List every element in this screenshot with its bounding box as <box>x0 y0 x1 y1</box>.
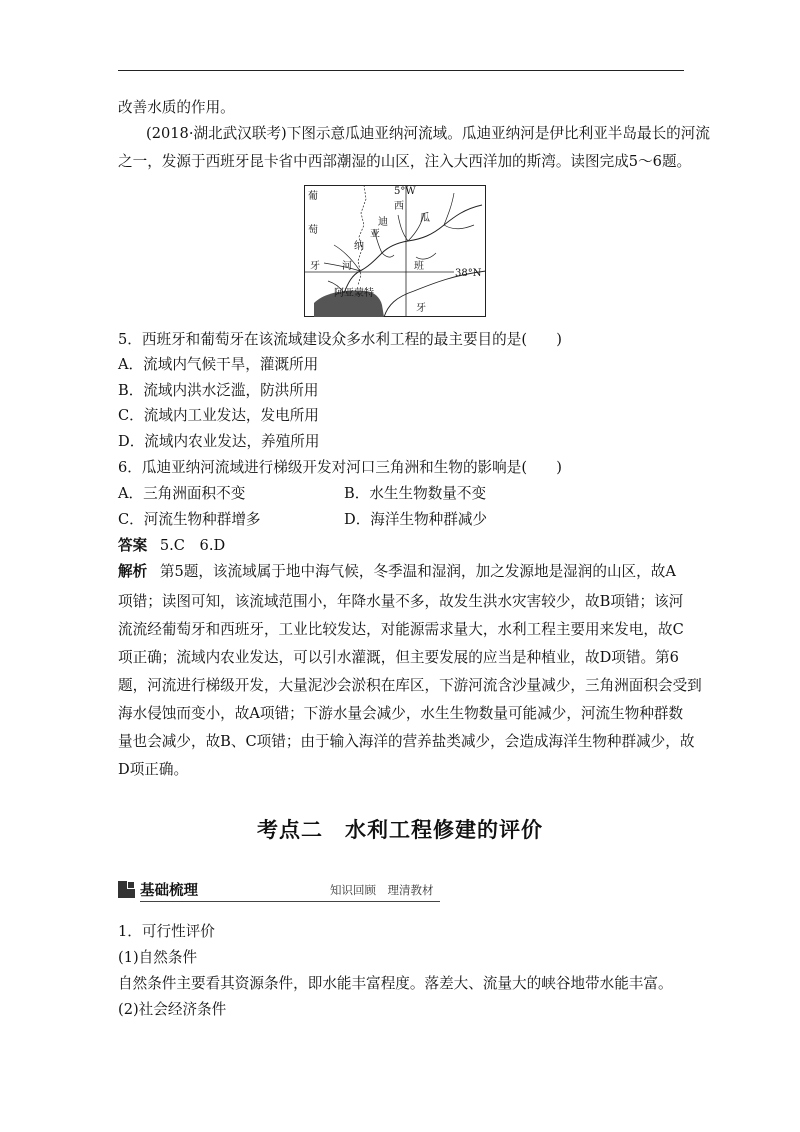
map-label: 河 <box>342 261 352 272</box>
question-5-stem: 5．西班牙和葡萄牙在该流域建设众多水利工程的最主要目的是( ) <box>118 331 562 348</box>
question-5-option-c: C．流域内工业发达，发电所用 <box>118 407 319 424</box>
answer-value: 5.C 6.D <box>159 537 226 554</box>
analysis-text: 海水侵蚀而变小，故A项错；下游水量会减少，水生生物数量可能减少，河流生物种群数 <box>118 705 684 722</box>
answer-line <box>118 536 688 556</box>
question-5-option-d: D．流域内农业发达，养殖所用 <box>118 433 320 450</box>
map-label: 班 <box>414 261 424 272</box>
map-label: 西 <box>394 201 404 212</box>
question-6-stem: 6．瓜迪亚纳河流域进行梯级开发对河口三角洲和生物的影响是( ) <box>118 459 562 476</box>
analysis-text: D项正确。 <box>118 761 189 778</box>
map-label: 瓜 <box>420 213 430 224</box>
basic-review-label: 基础梳理 <box>140 883 198 899</box>
body-paragraph: 自然条件主要看其资源条件，即水能丰富程度。落差大、流量大的峡谷地带水能丰富。 <box>118 975 673 992</box>
map-label: 牙 <box>310 261 320 272</box>
basic-review-underline <box>140 901 440 902</box>
block-icon <box>118 881 135 898</box>
section-heading <box>0 814 800 844</box>
section-number: 考点二 <box>257 818 323 842</box>
basic-review-subtitle: 知识回顾 理清教材 <box>330 883 434 897</box>
guadiana-basin-map <box>304 185 486 317</box>
map-label: 阿亚蒙特 <box>334 288 374 299</box>
question-6-option-c: C．河流生物种群增多 <box>118 511 261 528</box>
map-label: 迪 <box>378 217 388 228</box>
body-heading: 1．可行性评价 <box>118 923 215 940</box>
question-6-option-d: D．海洋生物种群减少 <box>344 511 488 528</box>
basic-review-bar <box>118 878 440 904</box>
section-title: 水利工程修建的评价 <box>345 818 543 842</box>
map-label: 亚 <box>370 229 380 240</box>
map-label: 萄 <box>308 225 318 236</box>
body-subheading: (1)自然条件 <box>118 949 198 966</box>
map-label: 牙 <box>416 303 426 314</box>
intro-line-1: (2018·湖北武汉联考)下图示意瓜迪亚纳河流域。瓜迪亚纳河是伊比利亚半岛最长的河流 <box>146 125 710 142</box>
analysis-text: 量也会减少，故B、C项错；由于输入海洋的营养盐类减少，会造成海洋生物种群减少，故 <box>118 733 695 750</box>
intro-line-2: 之一，发源于西班牙昆卡省中西部潮湿的山区，注入大西洋加的斯湾。读图完成5～6题。 <box>118 153 692 170</box>
question-5-option-a: A．流域内气候干旱，灌溉所用 <box>118 356 319 373</box>
map-lat-label: 38°N <box>455 268 482 279</box>
analysis-text: 项正确；流域内农业发达，可以引水灌溉，但主要发展的应当是种植业，故D项错。第6 <box>118 649 679 666</box>
map-lon-label: 5°W <box>394 186 416 197</box>
analysis-text: 项错；读图可知，该流域范围小，年降水量不多，故发生洪水灾害较少，故B项错；该河 <box>118 593 684 610</box>
body-subheading: (2)社会经济条件 <box>118 1001 227 1018</box>
header-rule <box>118 70 684 71</box>
question-5-option-b: B．流域内洪水泛滥，防洪所用 <box>118 382 319 399</box>
answer-label: 答案 <box>118 537 148 554</box>
map-label: 纳 <box>354 241 364 252</box>
question-6-option-b: B．水生生物数量不变 <box>344 485 487 502</box>
analysis-line <box>118 562 688 582</box>
continued-text: 改善水质的作用。 <box>118 99 235 116</box>
map-label: 葡 <box>308 191 318 202</box>
analysis-text: 题，河流进行梯级开发，大量泥沙会淤积在库区，下游河流含沙量减少，三角洲面积会受到 <box>118 677 702 694</box>
question-6-option-a: A．三角洲面积不变 <box>118 485 246 502</box>
analysis-label: 解析 <box>118 563 148 580</box>
analysis-text: 流流经葡萄牙和西班牙，工业比较发达，对能源需求量大，水利工程主要用来发电，故C <box>118 621 684 638</box>
analysis-text: 第5题，该流域属于地中海气候，冬季温和湿润，加之发源地是湿润的山区，故A <box>159 563 676 580</box>
